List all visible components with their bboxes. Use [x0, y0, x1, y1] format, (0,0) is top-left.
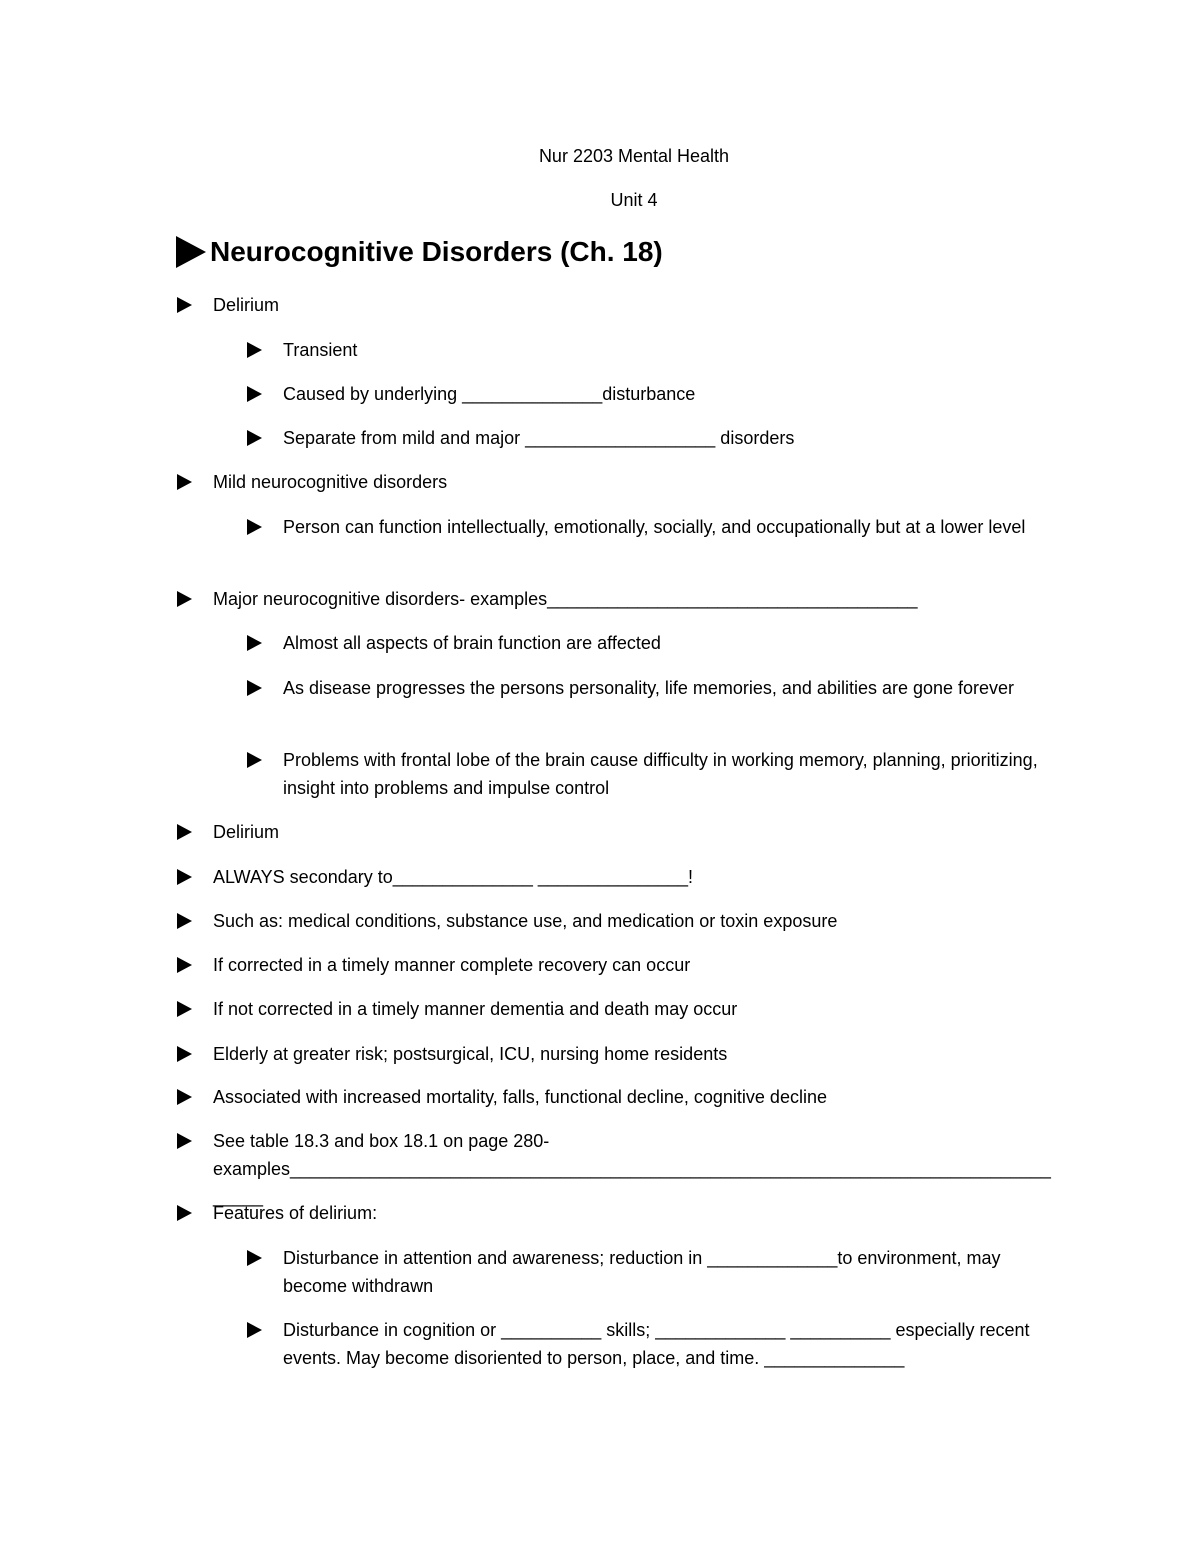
- list-item: [177, 1083, 1057, 1111]
- list-item: [247, 674, 1057, 702]
- list-item: [177, 995, 1057, 1023]
- list-item-text: Mild neurocognitive disorders: [213, 472, 448, 492]
- list-item-text: Elderly at greater risk; postsurgical, ICU, nursing home residents: [213, 1044, 728, 1064]
- list-item-text: Separate from mild and major ___________________ disorders: [283, 428, 795, 448]
- list-item-text: Transient: [283, 340, 358, 360]
- list-item: [177, 1199, 1057, 1227]
- list-item-text: Features of delirium:: [213, 1203, 378, 1223]
- list-item: [247, 424, 1057, 452]
- triangle-bullet-icon: [177, 1001, 192, 1017]
- list-item-text: ALWAYS secondary to______________ _______________!: [213, 867, 694, 887]
- list-item: [177, 818, 1057, 846]
- list-item: [177, 585, 1057, 613]
- list-item-text: Delirium: [213, 295, 280, 315]
- triangle-bullet-icon: [177, 297, 192, 313]
- list-item-text: Person can function intellectually, emotionally, socially, and occupationally but at a lower level: [283, 517, 1026, 537]
- section-heading-text: Neurocognitive Disorders (Ch. 18): [210, 236, 663, 267]
- list-item-text: Caused by underlying ______________disturbance: [283, 384, 696, 404]
- list-item: [247, 513, 1057, 541]
- list-item: [247, 746, 1057, 802]
- list-item-text: Such as: medical conditions, substance use, and medication or toxin exposure: [213, 911, 838, 931]
- list-item: [177, 468, 1057, 496]
- triangle-bullet-icon: [247, 1322, 262, 1338]
- triangle-bullet-icon: [177, 591, 192, 607]
- triangle-bullet-icon: [247, 752, 262, 768]
- list-item: [247, 380, 1057, 408]
- triangle-bullet-icon: [247, 1250, 262, 1266]
- list-item: [247, 629, 1057, 657]
- list-item-text: Problems with frontal lobe of the brain cause difficulty in working memory, planning, prioritizing, insight into problems and impulse control: [283, 750, 1038, 798]
- list-item: [177, 951, 1057, 979]
- triangle-bullet-icon: [177, 957, 192, 973]
- list-item-text: Almost all aspects of brain function are affected: [283, 633, 661, 653]
- unit-label: Unit 4: [610, 190, 658, 210]
- list-item-text: If not corrected in a timely manner dementia and death may occur: [213, 999, 738, 1019]
- list-item: [247, 1316, 1057, 1372]
- triangle-bullet-icon: [247, 519, 262, 535]
- list-item: [247, 336, 1057, 364]
- triangle-bullet-icon: [177, 1089, 192, 1105]
- list-item-text: Associated with increased mortality, falls, functional decline, cognitive decline: [213, 1087, 827, 1107]
- triangle-bullet-icon: [177, 474, 192, 490]
- triangle-bullet-icon: [177, 824, 192, 840]
- triangle-bullet-icon: [177, 1205, 192, 1221]
- triangle-bullet-icon: [247, 430, 262, 446]
- triangle-bullet-icon: [177, 1133, 192, 1149]
- triangle-bullet-icon: [176, 236, 206, 268]
- course-title: Nur 2203 Mental Health: [538, 146, 730, 166]
- triangle-bullet-icon: [177, 869, 192, 885]
- list-item: [247, 1244, 1057, 1300]
- triangle-bullet-icon: [247, 680, 262, 696]
- triangle-bullet-icon: [247, 342, 262, 358]
- triangle-bullet-icon: [177, 913, 192, 929]
- list-item-text: If corrected in a timely manner complete recovery can occur: [213, 955, 691, 975]
- triangle-bullet-icon: [247, 635, 262, 651]
- list-item: [177, 1040, 1057, 1068]
- list-item-text: Major neurocognitive disorders- examples_____________________________________: [213, 589, 918, 609]
- list-item: [177, 291, 1057, 319]
- list-item-text: As disease progresses the persons personality, life memories, and abilities are gone forever: [283, 678, 1015, 698]
- list-item: [177, 863, 1057, 891]
- list-item-text: Disturbance in cognition or __________ skills; _____________ __________ especially recent events. May become disoriented to person, place, and time. ______________: [283, 1320, 1030, 1368]
- list-item-text: Delirium: [213, 822, 280, 842]
- section-heading: [176, 234, 663, 270]
- list-item-text: Disturbance in attention and awareness; reduction in _____________to environment, may become withdrawn: [283, 1248, 1001, 1296]
- triangle-bullet-icon: [247, 386, 262, 402]
- list-item: [177, 907, 1057, 935]
- triangle-bullet-icon: [177, 1046, 192, 1062]
- list-item-text: See table 18.3 and box 18.1 on page 280- examples_________________________________________________________________________________: [213, 1131, 1051, 1207]
